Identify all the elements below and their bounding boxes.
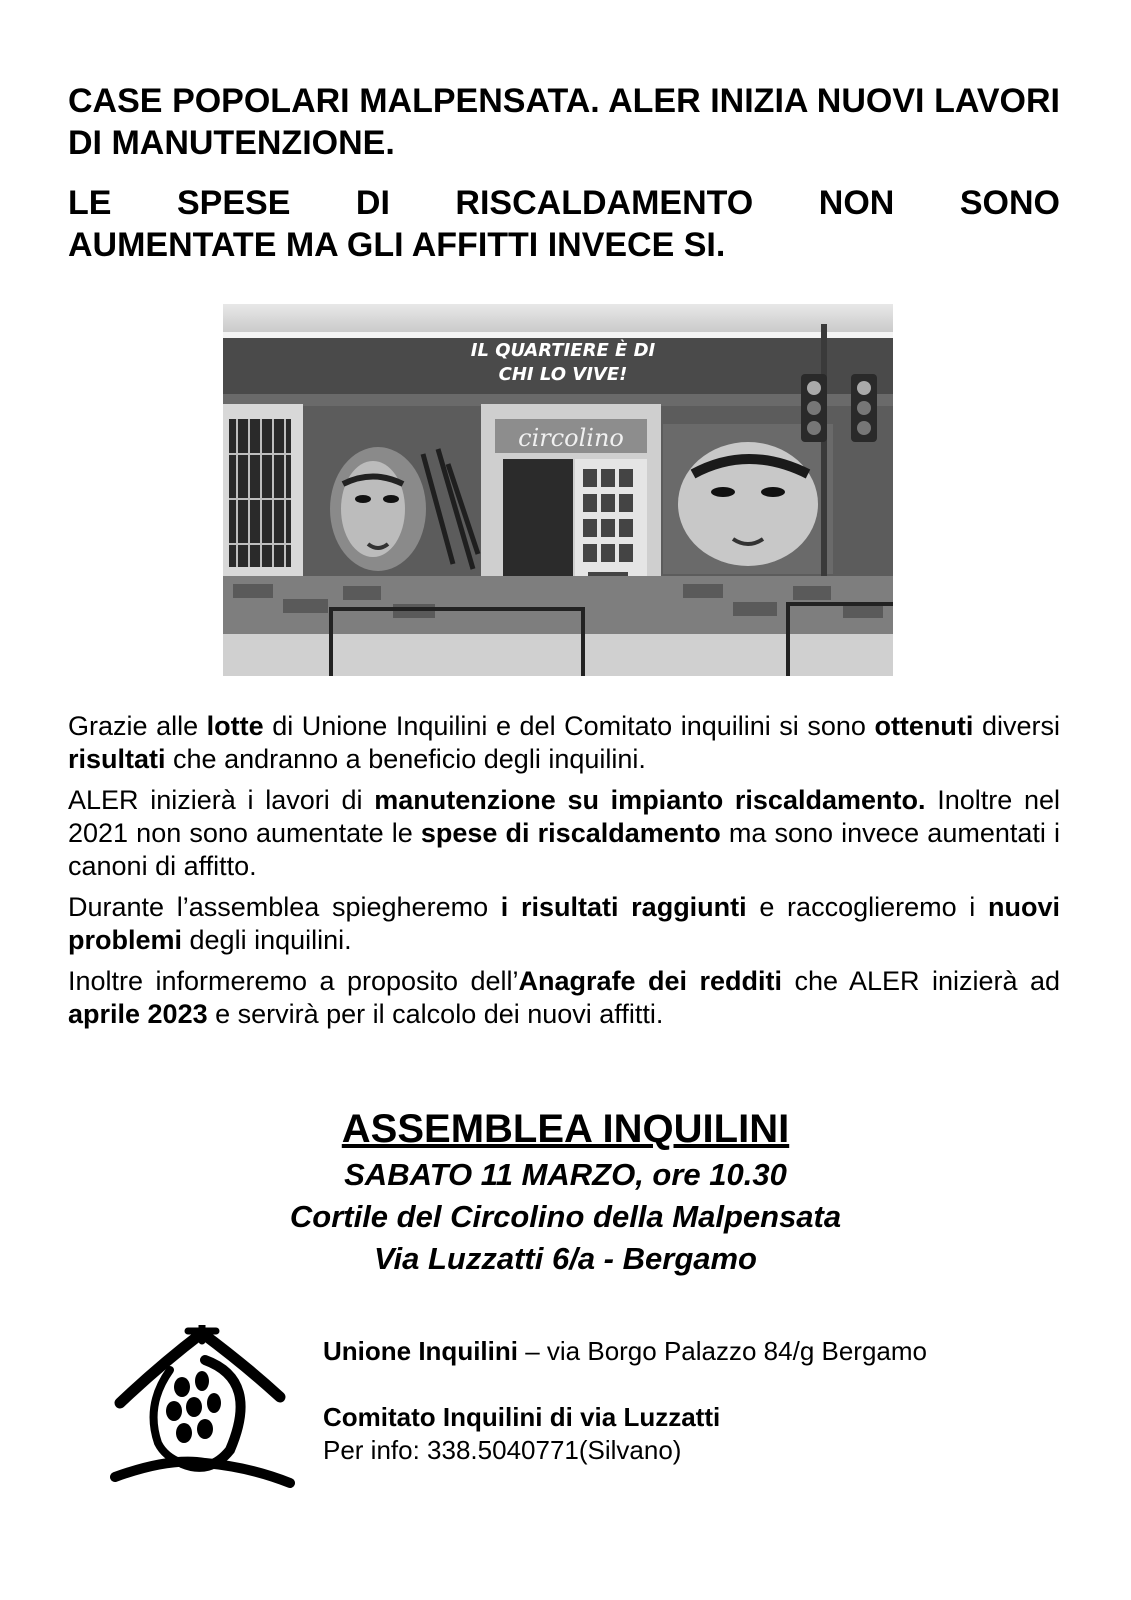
circolino-storefront-photo: [223, 304, 893, 676]
footer-contacts: [323, 1335, 1083, 1467]
graffiti-line2: CHI LO VIVE!: [498, 364, 628, 385]
paragraph-lotte: [68, 710, 1060, 776]
paragraph-manutenzione: [68, 784, 1060, 883]
comitato-name: [323, 1401, 1083, 1434]
spacer: [323, 1368, 1083, 1401]
org-address: – via Borgo Palazzo 84/g Bergamo: [517, 1336, 928, 1366]
bold-text: lotte: [206, 711, 264, 741]
text: ma sono invece aumentati i canoni di affitto.: [68, 818, 1061, 881]
unione-inquilini-address: [323, 1335, 1083, 1368]
org-name: Unione Inquilini: [323, 1336, 518, 1366]
text: di Unione Inquilini e del Comitato inquilini si sono: [263, 711, 875, 741]
bold-text: manutenzione su impianto riscaldamento.: [374, 785, 926, 815]
text: diversi: [973, 711, 1061, 741]
headline-secondary-line2: AUMENTATE MA GLI AFFITTI INVECE SI.: [68, 226, 726, 264]
bold-text: Anagrafe dei redditi: [518, 966, 783, 996]
bold-text: ottenuti: [874, 711, 974, 741]
org-name: Comitato Inquilini di via Luzzatti: [323, 1402, 721, 1432]
assembly-address: Via Luzzatti 6/a - Bergamo: [374, 1241, 757, 1276]
circolino-sign-text: circolino: [518, 424, 624, 452]
text: Durante l’assemblea spiegheremo: [68, 892, 501, 922]
bold-text: spese di riscaldamento: [420, 818, 721, 848]
text: e raccoglieremo i: [746, 892, 988, 922]
assembly-location: Cortile del Circolino della Malpensata: [289, 1199, 842, 1234]
assembly-title: ASSEMBLEA INQUILINI: [341, 1107, 790, 1151]
bold-text: risultati: [68, 744, 166, 774]
bold-text: nuovi problemi: [68, 892, 1060, 955]
graffiti-line1: IL QUARTIERE È DI: [470, 340, 656, 361]
bold-text: aprile 2023: [68, 999, 208, 1029]
text: Inoltre informeremo a proposito dell’: [68, 966, 519, 996]
bold-text: i risultati raggiunti: [500, 892, 747, 922]
text: e servirà per il calcolo dei nuovi affitti.: [207, 999, 664, 1029]
paragraph-anagrafe: [68, 965, 1060, 1031]
headline-secondary: [68, 182, 1060, 266]
body-paragraphs: [68, 710, 1060, 1039]
headline-secondary-line1: LE SPESE DI RISCALDAMENTO NON SONO: [68, 184, 1060, 222]
text: Inoltre nel 2021 non sono aumentate le: [68, 785, 1061, 848]
text: Grazie alle: [68, 711, 207, 741]
contact-info: Per info: 338.5040771(Silvano): [323, 1435, 682, 1465]
assembly-date-time: SABATO 11 MARZO, ore 10.30: [344, 1157, 787, 1192]
headline-primary: CASE POPOLARI MALPENSATA. ALER INIZIA NUOVI LAVORI DI MANUTENZIONE.: [68, 82, 1060, 162]
unione-inquilini-logo-icon: [110, 1325, 295, 1490]
paragraph-assemblea: [68, 891, 1060, 957]
storefront-illustration: [223, 304, 893, 676]
text: che ALER inizierà ad: [782, 966, 1060, 996]
text: ALER inizierà i lavori di: [68, 785, 375, 815]
text: che andranno a beneficio degli inquilini.: [165, 744, 646, 774]
text: degli inquilini.: [182, 925, 352, 955]
